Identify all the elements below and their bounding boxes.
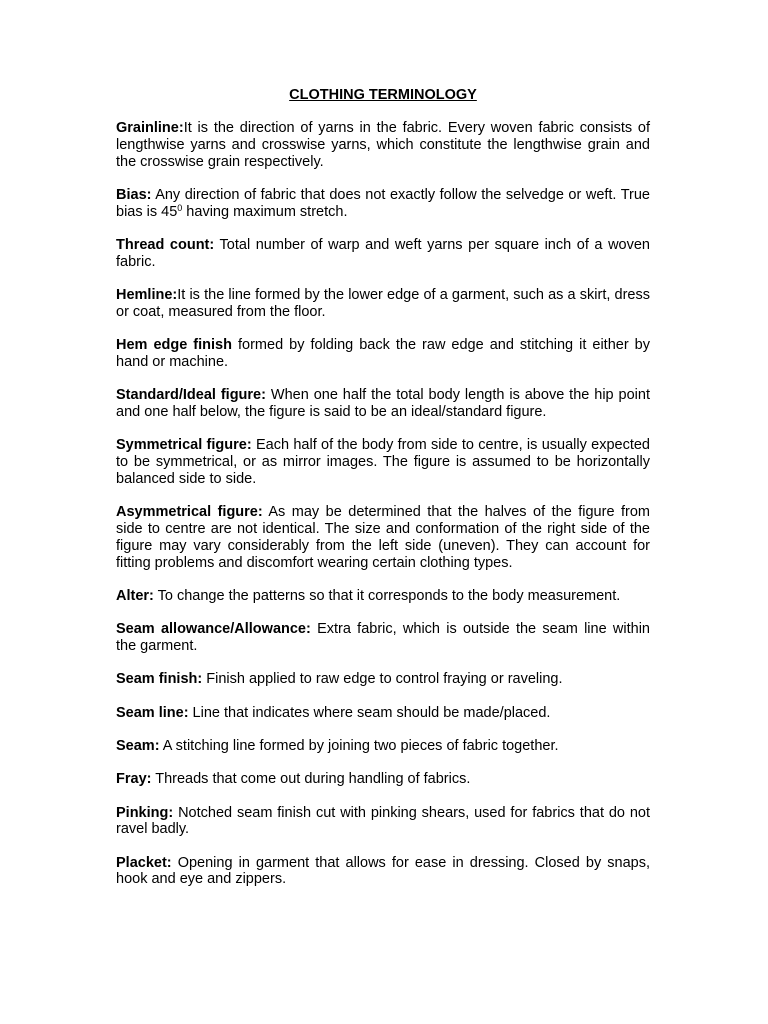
term-grainline: Grainline:	[116, 120, 184, 136]
definition-seam: A stitching line formed by joining two pieces of fabric together.	[159, 737, 559, 754]
definition-hem-edge-finish: formed by folding back the raw edge and stitching it either by hand or machine.	[116, 337, 650, 370]
entry-grainline	[116, 120, 650, 170]
entry-seam-line	[116, 705, 650, 722]
entry-bias	[116, 187, 650, 221]
entry-alter	[116, 588, 650, 605]
definition-thread-count: Total number of warp and weft yarns per square inch of a woven fabric.	[116, 236, 650, 270]
definition-grainline: It is the direction of yarns in the fabric. Every woven fabric consists of lengthwise yarns and crosswise yarns, which constitute the lengthwise grain and the crosswise grain respectively.	[116, 120, 650, 170]
definition-bias-continued: having maximum stretch.	[182, 203, 348, 220]
definition-placket: Opening in garment that allows for ease in dressing. Closed by snaps, hook and eye and zippers.	[116, 854, 650, 888]
definition-seam-line: Line that indicates where seam should be made/placed.	[188, 704, 551, 721]
entry-seam-allowance	[116, 621, 650, 655]
term-symmetrical-figure: Symmetrical figure:	[116, 437, 252, 454]
term-thread-count: Thread count:	[116, 236, 215, 253]
entry-asymmetrical-figure	[116, 504, 650, 571]
term-alter: Alter:	[116, 587, 154, 604]
term-seam-allowance: Seam allowance/Allowance:	[116, 621, 311, 638]
definition-asymmetrical-figure: As may be determined that the halves of the figure from side to centre are not identical. The size and conformation of the right side of the figure may vary considerably from the left side (uneven). They can account for fitting problems and discomfort wearing certain clothing types.	[116, 504, 650, 571]
entry-pinking	[116, 805, 650, 839]
term-bias: Bias:	[116, 186, 152, 203]
document-title: CLOTHING TERMINOLOGY	[289, 87, 477, 103]
entry-placket	[116, 855, 650, 889]
term-seam-finish: Seam finish:	[116, 671, 203, 688]
definition-symmetrical-figure: Each half of the body from side to centre, is usually expected to be symmetrical, or as mirror images. The figure is assumed to be horizontally balanced side to side.	[116, 437, 650, 487]
definition-bias-superscript: 0	[177, 202, 183, 213]
entry-standard-ideal-figure	[116, 387, 650, 421]
entry-seam-finish	[116, 671, 650, 688]
entry-thread-count	[116, 237, 650, 271]
definition-fray: Threads that come out during handling of fabrics.	[151, 771, 471, 788]
definition-standard-ideal-figure: When one half the total body length is above the hip point and one half below, the figure is said to be an ideal/standard figure.	[116, 387, 650, 421]
entry-seam	[116, 738, 650, 755]
term-seam-line: Seam line:	[116, 704, 189, 721]
definition-hemline: It is the line formed by the lower edge of a garment, such as a skirt, dress or coat, measured from the floor.	[116, 287, 650, 320]
entry-hemline	[116, 287, 650, 321]
term-placket: Placket:	[116, 854, 172, 871]
definition-seam-allowance: Extra fabric, which is outside the seam line within the garment.	[116, 621, 650, 655]
entry-hem-edge-finish	[116, 337, 650, 371]
term-standard-ideal-figure: Standard/Ideal figure:	[116, 387, 266, 404]
term-fray: Fray:	[116, 771, 152, 788]
definition-bias: Any direction of fabric that does not exactly follow the selvedge or weft. True bias is 45	[116, 186, 650, 220]
definition-pinking: Notched seam finish cut with pinking shears, used for fabrics that do not ravel badly.	[116, 804, 650, 838]
definition-alter: To change the patterns so that it corresponds to the body measurement.	[153, 587, 621, 604]
term-asymmetrical-figure: Asymmetrical figure:	[116, 504, 263, 521]
term-hem-edge-finish: Hem edge finish	[116, 337, 232, 354]
document-page	[116, 87, 650, 905]
entry-symmetrical-figure	[116, 437, 650, 487]
entry-fray	[116, 771, 650, 788]
term-seam: Seam:	[116, 737, 160, 754]
term-hemline: Hemline:	[116, 287, 178, 304]
term-pinking: Pinking:	[116, 804, 174, 821]
definition-seam-finish: Finish applied to raw edge to control fraying or raveling.	[202, 671, 563, 688]
